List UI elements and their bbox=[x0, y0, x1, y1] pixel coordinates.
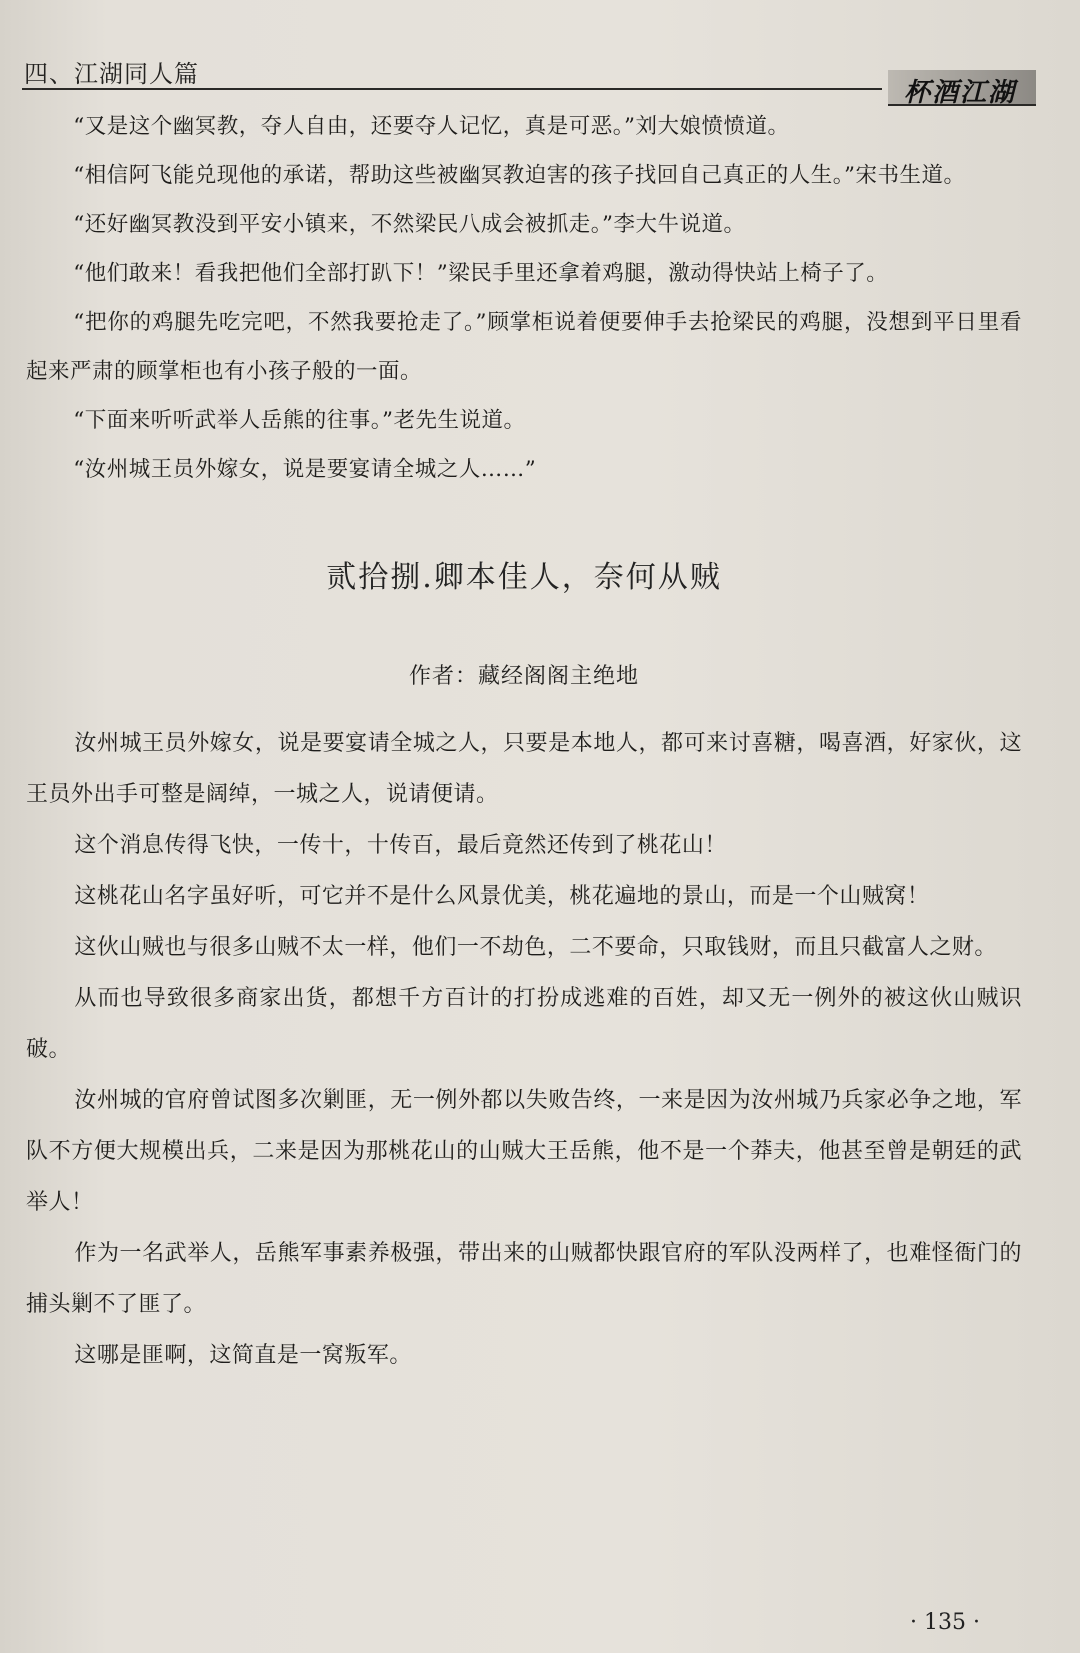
chapter-title: 贰拾捌.卿本佳人，奈何从贼 bbox=[326, 560, 722, 595]
page-body bbox=[26, 102, 1022, 1381]
chapter-author: 作者：藏经阁阁主绝地 bbox=[408, 664, 639, 689]
paragraph: “相信阿飞能兑现他的承诺，帮助这些被幽冥教迫害的孩子找回自己真正的人生。”宋书生道。 bbox=[73, 163, 966, 188]
paragraph: 这哪是匪啊，这简直是一窝叛军。 bbox=[74, 1343, 412, 1368]
running-header bbox=[0, 48, 1040, 108]
paragraph: 作为一名武举人，岳熊军事素养极强，带出来的山贼都快跟官府的军队没两样了，也难怪衙门的捕头剿不了匪了。 bbox=[26, 1241, 1022, 1317]
paragraph: 汝州城王员外嫁女，说是要宴请全城之人，只要是本地人，都可来讨喜糖，喝喜酒，好家伙，这王员外出手可整是阔绰，一城之人，说请便请。 bbox=[26, 731, 1022, 807]
section-title: 四、江湖同人篇 bbox=[24, 60, 199, 88]
paragraph: 从而也导致很多商家出货，都想千方百计的打扮成逃难的百姓，却又无一例外的被这伙山贼识破。 bbox=[26, 986, 1022, 1062]
paragraph: 这个消息传得飞快，一传十，十传百，最后竟然还传到了桃花山！ bbox=[74, 833, 727, 858]
page-number: · 135 · bbox=[910, 1610, 980, 1635]
brand-title: 杯酒江湖 bbox=[904, 78, 1017, 108]
paragraph: 这伙山贼也与很多山贼不太一样，他们一不劫色，二不要命，只取钱财，而且只截富人之财。 bbox=[74, 935, 997, 960]
paragraph: “汝州城王员外嫁女，说是要宴请全城之人……” bbox=[73, 457, 537, 482]
brand-banner bbox=[888, 70, 1036, 106]
header-rule bbox=[22, 88, 882, 90]
paragraph: “还好幽冥教没到平安小镇来，不然梁民八成会被抓走。”李大牛说道。 bbox=[73, 212, 746, 237]
paragraph: “下面来听听武举人岳熊的往事。”老先生说道。 bbox=[73, 408, 526, 433]
paragraph: “又是这个幽冥教，夺人自由，还要夺人记忆，真是可恶。”刘大娘愤愤道。 bbox=[73, 114, 790, 139]
paragraph: “把你的鸡腿先吃完吧，不然我要抢走了。”顾掌柜说着便要伸手去抢梁民的鸡腿，没想到平日里看起来严肃的顾掌柜也有小孩子般的一面。 bbox=[26, 310, 1022, 384]
paragraph: 这桃花山名字虽好听，可它并不是什么风景优美，桃花遍地的景山，而是一个山贼窝！ bbox=[74, 884, 930, 909]
paragraph: “他们敢来！看我把他们全部打趴下！”梁民手里还拿着鸡腿，激动得快站上椅子了。 bbox=[73, 261, 889, 286]
chapter-body bbox=[26, 718, 1022, 1381]
paragraph: 汝州城的官府曾试图多次剿匪，无一例外都以失败告终，一来是因为汝州城乃兵家必争之地，军队不方便大规模出兵，二来是因为那桃花山的山贼大王岳熊，他不是一个莽夫，他甚至曾是朝廷的武举人！ bbox=[26, 1088, 1022, 1215]
